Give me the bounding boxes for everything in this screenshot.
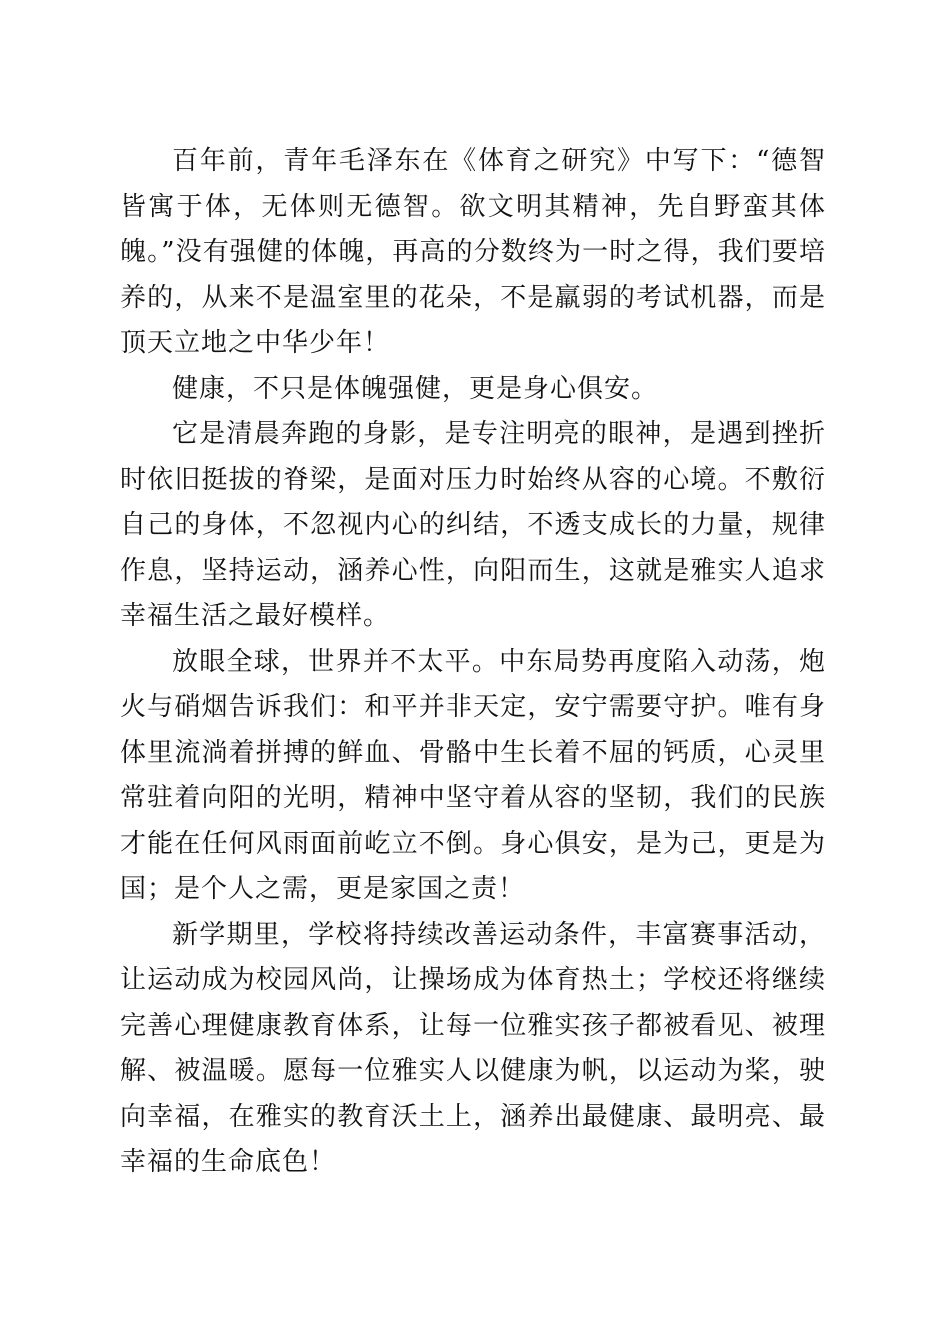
document-body <box>120 139 826 1186</box>
paragraph-4: 放眼全球，世界并不太平。中东局势再度陷入动荡，炮火与硝烟告诉我们：和平并非天定，安宁需要守护。唯有身体里流淌着拼搏的鲜血、骨骼中生长着不屈的钙质，心灵里常驻着向阳的光明，精神中坚守着从容的坚韧，我们的民族才能在任何风雨面前屹立不倒。身心俱安，是为己，更是为国；是个人之需，更是家国之责！ <box>120 646 826 904</box>
paragraph-5: 新学期里，学校将持续改善运动条件，丰富赛事活动，让运动成为校园风尚，让操场成为体育热土；学校还将继续完善心理健康教育体系，让每一位雅实孩子都被看见、被理解、被温暖。愿每一位雅实人以健康为帆，以运动为桨，驶向幸福，在雅实的教育沃土上，涵养出最健康、最明亮、最幸福的生命底色！ <box>120 919 826 1177</box>
paragraph-2: 健康，不只是体魄强健，更是身心俱安。 <box>172 373 659 404</box>
paragraph-3: 它是清晨奔跑的身影，是专注明亮的眼神，是遇到挫折时依旧挺拔的脊梁，是面对压力时始终从容的心境。不敷衍自己的身体，不忽视内心的纠结，不透支成长的力量，规律作息，坚持运动，涵养心性，向阳而生，这就是雅实人追求幸福生活之最好模样。 <box>120 419 826 631</box>
paragraph-1: 百年前，青年毛泽东在《体育之研究》中写下：“德智皆寓于体，无体则无德智。欲文明其精神，先自野蛮其体魄。”没有强健的体魄，再高的分数终为一时之得，我们要培养的，从来不是温室里的花朵，不是羸弱的考试机器，而是顶天立地之中华少年！ <box>120 146 826 358</box>
